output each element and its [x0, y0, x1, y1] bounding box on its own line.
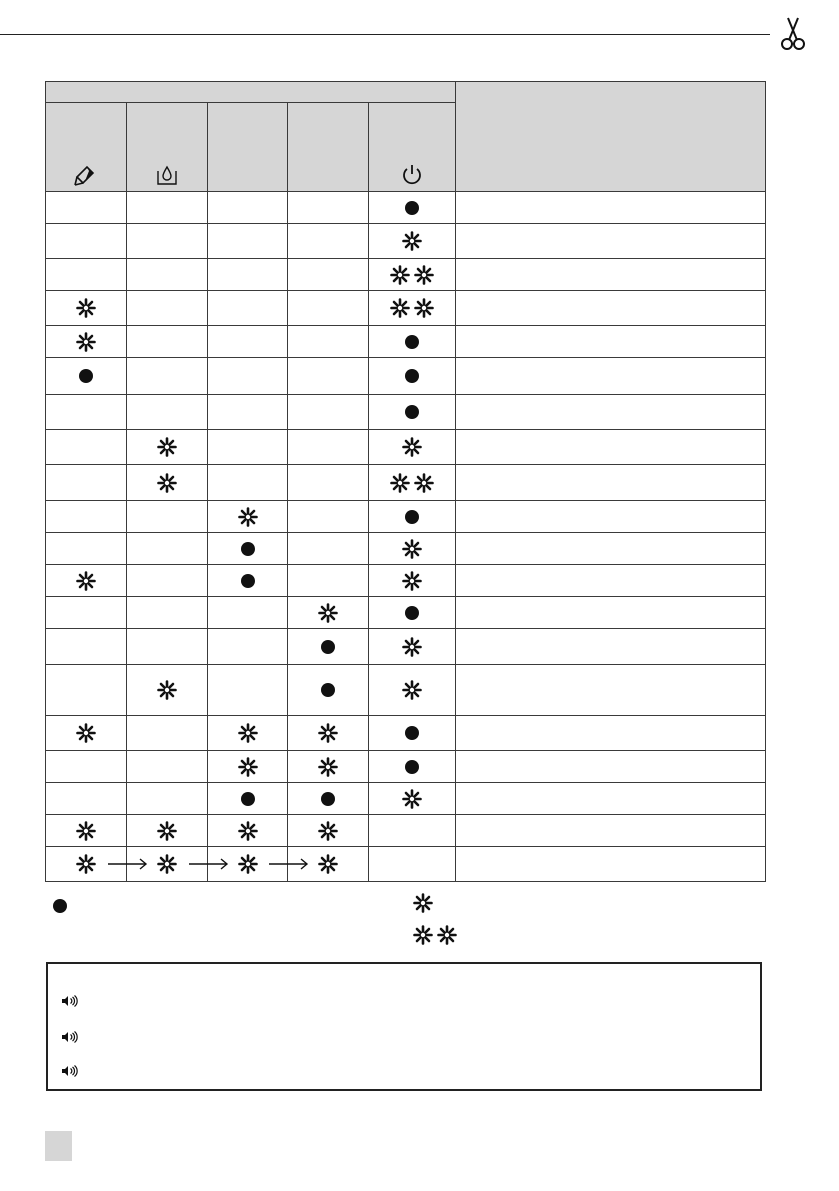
column-header-power [369, 103, 456, 192]
flashing-asterisk-icon [157, 821, 177, 841]
indicator-cell [127, 597, 208, 629]
indicator-cell [46, 783, 127, 815]
indicator-cell [46, 465, 127, 501]
flashing-asterisk-icon [238, 757, 258, 777]
indicator-cell [127, 465, 208, 501]
legend-item-star [413, 893, 433, 913]
meaning-cell [456, 665, 766, 716]
table-row [46, 565, 766, 597]
indicator-cell [369, 815, 456, 847]
indicator-cell [46, 192, 127, 224]
indicator-cell [208, 716, 288, 751]
flashing-asterisk-icon [402, 680, 422, 700]
table-row [46, 751, 766, 783]
table-row [46, 326, 766, 358]
table-row [46, 716, 766, 751]
flashing-asterisk-icon [76, 298, 96, 318]
meaning-header [456, 82, 766, 192]
indicator-cell [208, 291, 288, 326]
indicator-cell [127, 192, 208, 224]
flashing-asterisk-icon [390, 298, 410, 318]
meaning-cell [456, 629, 766, 665]
indicator-cell [127, 259, 208, 291]
indicator-cell [369, 291, 456, 326]
filled-circle-icon [241, 542, 255, 556]
meaning-cell [456, 291, 766, 326]
indicator-cell [127, 815, 208, 847]
table-row [46, 629, 766, 665]
legend-item-dot [53, 899, 67, 913]
filled-circle-icon [405, 369, 419, 383]
indicator-cell [208, 597, 288, 629]
column-header-3 [208, 103, 288, 192]
indicator-cell [369, 783, 456, 815]
flashing-asterisk-icon [76, 571, 96, 591]
indicator-cell [208, 326, 288, 358]
indicator-cell [288, 326, 369, 358]
indicator-cell [127, 501, 208, 533]
filled-circle-icon [53, 899, 67, 913]
column-header-4 [288, 103, 369, 192]
meaning-cell [456, 224, 766, 259]
table-row [46, 665, 766, 716]
meaning-cell [456, 259, 766, 291]
flashing-asterisk-icon [318, 757, 338, 777]
indicator-cell [46, 358, 127, 395]
meaning-cell [456, 326, 766, 358]
indicator-cell [127, 783, 208, 815]
flashing-asterisk-icon [437, 925, 457, 945]
table-body [46, 192, 766, 882]
indicator-cell [369, 716, 456, 751]
flashing-asterisk-icon [402, 637, 422, 657]
indicator-cell [46, 629, 127, 665]
indicator-cell [46, 847, 127, 882]
indicator-cell [208, 533, 288, 565]
indicator-cell [208, 501, 288, 533]
water-tank-icon [155, 163, 179, 187]
indicator-cell [127, 430, 208, 465]
sound-signal-row [60, 1030, 80, 1044]
indicator-cell [288, 597, 369, 629]
indicator-cell [46, 716, 127, 751]
flashing-asterisk-icon [390, 265, 410, 285]
meaning-cell [456, 716, 766, 751]
indicator-cell [288, 815, 369, 847]
indicator-cell [288, 465, 369, 501]
indicator-cell [369, 326, 456, 358]
indicator-cell [288, 224, 369, 259]
indicator-cell [369, 533, 456, 565]
indicator-cell [127, 565, 208, 597]
legend [45, 893, 765, 953]
meaning-cell [456, 847, 766, 882]
indicator-cell [208, 465, 288, 501]
filled-circle-icon [405, 405, 419, 419]
meaning-cell [456, 430, 766, 465]
indicator-cell [369, 465, 456, 501]
flashing-asterisk-icon [238, 507, 258, 527]
flashing-asterisk-icon [414, 473, 434, 493]
flashing-asterisk-icon [318, 603, 338, 623]
indicator-cell [208, 629, 288, 665]
indicator-cell [208, 224, 288, 259]
filled-circle-icon [405, 335, 419, 349]
indicator-cell [127, 358, 208, 395]
flashing-asterisk-icon [413, 893, 433, 913]
flashing-asterisk-icon [76, 821, 96, 841]
indicator-cell [288, 716, 369, 751]
indicator-cell [46, 259, 127, 291]
indicator-cell [369, 629, 456, 665]
flashing-asterisk-icon [76, 332, 96, 352]
table-row [46, 815, 766, 847]
sound-signal-row [60, 994, 80, 1008]
indicator-cell [208, 358, 288, 395]
indicator-cell [127, 224, 208, 259]
arrow-right-icon [189, 858, 229, 870]
table-row [46, 358, 766, 395]
indicator-cell [369, 597, 456, 629]
indicator-cell [208, 565, 288, 597]
indicator-cell [46, 815, 127, 847]
indicator-cell [288, 783, 369, 815]
indicator-cell [369, 259, 456, 291]
table-row [46, 224, 766, 259]
indicator-cell [208, 259, 288, 291]
pen-descaling-icon [73, 161, 99, 187]
table-row [46, 847, 766, 882]
indicator-cell [127, 629, 208, 665]
filled-circle-icon [321, 640, 335, 654]
sound-signal-icon [60, 1064, 80, 1078]
table-row [46, 259, 766, 291]
power-icon [400, 163, 424, 187]
flashing-asterisk-icon [413, 925, 433, 945]
flashing-asterisk-icon [318, 821, 338, 841]
indicator-cell [288, 501, 369, 533]
indicator-cell [288, 395, 369, 430]
sound-signal-row [60, 1064, 80, 1078]
flashing-asterisk-icon [402, 571, 422, 591]
flashing-asterisk-icon [402, 539, 422, 559]
indicator-cell [208, 395, 288, 430]
flashing-asterisk-icon [157, 680, 177, 700]
indicator-cell [46, 533, 127, 565]
meaning-cell [456, 783, 766, 815]
indicator-cell [127, 665, 208, 716]
indicator-cell [369, 665, 456, 716]
meaning-cell [456, 395, 766, 430]
indicator-cell [208, 783, 288, 815]
indicator-cell [208, 430, 288, 465]
indicator-cell [369, 224, 456, 259]
indicator-cell [288, 533, 369, 565]
flashing-asterisk-icon [157, 473, 177, 493]
filled-circle-icon [241, 792, 255, 806]
table-row [46, 597, 766, 629]
filled-circle-icon [405, 606, 419, 620]
meaning-cell [456, 597, 766, 629]
filled-circle-icon [405, 510, 419, 524]
indicator-table [45, 81, 766, 882]
indicator-cell [369, 565, 456, 597]
cut-line [0, 34, 770, 35]
table-row [46, 291, 766, 326]
indicator-cell [369, 751, 456, 783]
indicator-cell [127, 716, 208, 751]
indicator-cell [46, 224, 127, 259]
table-row [46, 192, 766, 224]
meaning-cell [456, 358, 766, 395]
indicator-cell [288, 358, 369, 395]
table-row [46, 465, 766, 501]
scissors-icon [778, 14, 808, 54]
filled-circle-icon [405, 201, 419, 215]
indicator-cell [369, 430, 456, 465]
flashing-asterisk-icon [157, 437, 177, 457]
indicator-cell [46, 395, 127, 430]
indicator-cell [288, 430, 369, 465]
indicator-cell [127, 291, 208, 326]
indicator-cell [46, 597, 127, 629]
filled-circle-icon [405, 726, 419, 740]
flashing-asterisk-icon [390, 473, 410, 493]
table-row [46, 783, 766, 815]
indicator-cell [208, 665, 288, 716]
flashing-asterisk-icon [318, 854, 338, 874]
indicator-cell [46, 430, 127, 465]
indicator-cell [369, 395, 456, 430]
arrow-right-icon [108, 858, 148, 870]
flashing-asterisk-icon [238, 821, 258, 841]
indicator-cell [288, 192, 369, 224]
meaning-cell [456, 565, 766, 597]
indicator-cell [46, 326, 127, 358]
flashing-asterisk-icon [76, 854, 96, 874]
indicator-group-header [46, 82, 456, 103]
indicator-cell [369, 192, 456, 224]
filled-circle-icon [79, 369, 93, 383]
flashing-asterisk-icon [402, 437, 422, 457]
indicator-cell [127, 533, 208, 565]
flashing-asterisk-icon [402, 231, 422, 251]
meaning-cell [456, 192, 766, 224]
indicator-cell [46, 565, 127, 597]
indicator-cell [288, 565, 369, 597]
flashing-asterisk-icon [402, 789, 422, 809]
filled-circle-icon [241, 574, 255, 588]
indicator-cell [369, 501, 456, 533]
indicator-cell [288, 751, 369, 783]
table-row [46, 395, 766, 430]
meaning-cell [456, 751, 766, 783]
meaning-cell [456, 815, 766, 847]
page-number-tab [45, 1131, 72, 1161]
filled-circle-icon [321, 683, 335, 697]
indicator-cell [46, 665, 127, 716]
indicator-cell [288, 259, 369, 291]
indicator-cell [208, 815, 288, 847]
indicator-cell [369, 358, 456, 395]
flashing-asterisk-icon [414, 298, 434, 318]
indicator-cell [127, 326, 208, 358]
indicator-cell [46, 291, 127, 326]
filled-circle-icon [321, 792, 335, 806]
indicator-cell [208, 192, 288, 224]
indicator-cell [127, 751, 208, 783]
indicator-cell [288, 629, 369, 665]
flashing-asterisk-icon [238, 854, 258, 874]
filled-circle-icon [405, 760, 419, 774]
flashing-asterisk-icon [238, 723, 258, 743]
column-header-descaling [46, 103, 127, 192]
sound-signal-box [46, 962, 762, 1091]
flashing-asterisk-icon [157, 854, 177, 874]
meaning-cell [456, 465, 766, 501]
table-row [46, 533, 766, 565]
table-row [46, 430, 766, 465]
flashing-asterisk-icon [76, 723, 96, 743]
indicator-cell [46, 501, 127, 533]
flashing-asterisk-icon [318, 723, 338, 743]
indicator-cell [208, 751, 288, 783]
column-header-water-tank [127, 103, 208, 192]
indicator-cell [127, 395, 208, 430]
arrow-right-icon [269, 858, 309, 870]
sound-signal-icon [60, 1030, 80, 1044]
meaning-cell [456, 501, 766, 533]
table-row [46, 501, 766, 533]
indicator-cell [46, 751, 127, 783]
indicator-cell [288, 665, 369, 716]
legend-item-star-double [413, 925, 457, 945]
sound-signal-icon [60, 994, 80, 1008]
meaning-cell [456, 533, 766, 565]
indicator-cell [369, 847, 456, 882]
indicator-cell [288, 291, 369, 326]
flashing-asterisk-icon [414, 265, 434, 285]
